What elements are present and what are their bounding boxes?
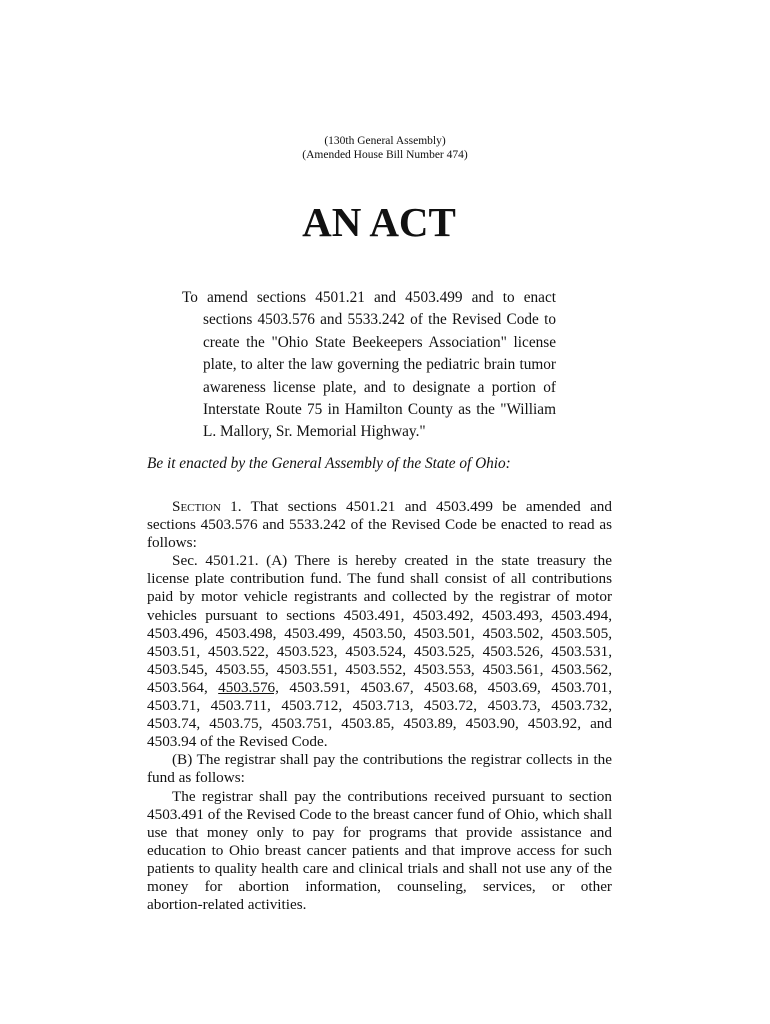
- purpose-line: sections 4503.576 and 5533.242 of the Revised Code to: [203, 311, 556, 329]
- purpose-line: L. Mallory, Sr. Memorial Highway.": [203, 423, 426, 441]
- body-text-fragment: 4503.591, 4503.67, 4503.68, 4503.69, 4503.701,: [278, 678, 612, 696]
- title-purpose-block: [182, 287, 556, 444]
- body-line: 4503.496, 4503.498, 4503.499, 4503.50, 4503.501, 4503.502, 4503.505,: [147, 624, 612, 642]
- body-line: abortion-related activities.: [147, 896, 307, 914]
- purpose-line: Interstate Route 75 in Hamilton County as the "William: [203, 401, 556, 419]
- body-line: education to Ohio breast cancer patients and that improve access for such: [147, 841, 612, 859]
- purpose-line: plate, to alter the law governing the pediatric brain tumor: [203, 356, 556, 374]
- bill-body: [147, 498, 612, 914]
- body-line: paid by motor vehicle registrants and collected by the registrar of motor: [147, 588, 612, 606]
- body-line: (B) The registrar shall pay the contributions the registrar collects in the: [172, 751, 612, 769]
- purpose-line: To amend sections 4501.21 and 4503.499 and to enact: [182, 289, 556, 306]
- body-line: 4503.94 of the Revised Code.: [147, 733, 328, 751]
- section-label: Section: [172, 498, 221, 515]
- general-assembly-label: (130th General Assembly): [324, 135, 446, 147]
- body-line: 4503.74, 4503.75, 4503.751, 4503.85, 4503.89, 4503.90, 4503.92, and: [147, 715, 612, 733]
- body-line-with-inserted-text: [147, 679, 612, 697]
- inserted-section-number: 4503.576,: [218, 678, 279, 696]
- body-line: 4503.545, 4503.55, 4503.551, 4503.552, 4503.553, 4503.561, 4503.562,: [147, 660, 612, 678]
- body-line: 4503.71, 4503.711, 4503.712, 4503.713, 4503.72, 4503.73, 4503.732,: [147, 697, 612, 715]
- body-line: fund as follows:: [147, 769, 245, 787]
- document-title: AN ACT: [302, 199, 456, 245]
- section-1-text: 1. That sections 4501.21 and 4503.499 be amended and: [220, 498, 612, 515]
- body-line: money for abortion information, counseling, services, or other: [147, 877, 612, 895]
- purpose-line: awareness license plate, and to designate a portion of: [203, 378, 556, 396]
- purpose-line: create the "Ohio State Beekeepers Association" license: [203, 333, 556, 351]
- body-text-fragment: 4503.564,: [147, 678, 219, 696]
- body-line: use that money only to pay for programs that provide assistance and: [147, 823, 612, 841]
- body-line: The registrar shall pay the contributions received pursuant to section: [172, 787, 612, 805]
- body-line: 4503.491 of the Revised Code to the breast cancer fund of Ohio, which shall: [147, 805, 612, 823]
- body-line: patients to quality health care and clinical trials and shall not use any of the: [147, 859, 612, 877]
- body-line: 4503.51, 4503.522, 4503.523, 4503.524, 4503.525, 4503.526, 4503.531,: [147, 642, 612, 660]
- body-line: license plate contribution fund. The fund shall consist of all contributions: [147, 570, 612, 588]
- body-line: follows:: [147, 534, 197, 552]
- bill-number-label: (Amended House Bill Number 474): [302, 149, 468, 161]
- body-line: Sec. 4501.21. (A) There is hereby created in the state treasury the: [172, 552, 612, 570]
- section-1-first-line: [147, 498, 612, 516]
- body-line: sections 4503.576 and 5533.242 of the Revised Code be enacted to read as: [147, 516, 612, 534]
- enacting-clause: Be it enacted by the General Assembly of the State of Ohio:: [147, 455, 511, 472]
- body-line: vehicles pursuant to sections 4503.491, 4503.492, 4503.493, 4503.494,: [147, 606, 612, 624]
